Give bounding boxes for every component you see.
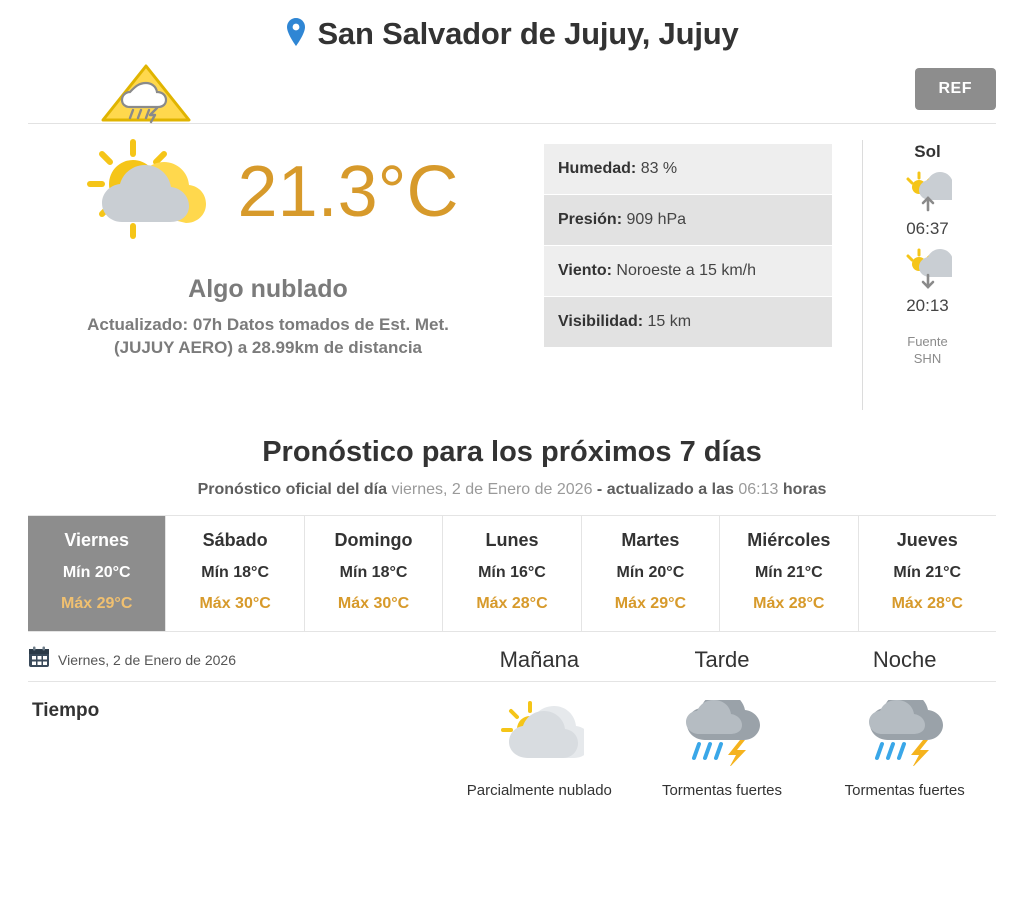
tiempo-text: Tormentas fuertes xyxy=(844,782,965,799)
day-max: Máx 29°C xyxy=(614,595,687,612)
detail-row xyxy=(544,144,832,195)
calendar-icon xyxy=(28,646,50,673)
sunrise-icon xyxy=(904,170,952,217)
sun-source-line2: SHN xyxy=(913,350,942,366)
forecast-subtitle xyxy=(0,481,1024,499)
sunset-block xyxy=(904,247,952,316)
period-header-afternoon: Tarde xyxy=(694,646,750,672)
day-min: Mín 16°C xyxy=(478,564,546,581)
thunderstorm-icon xyxy=(677,700,767,771)
day-min: Mín 20°C xyxy=(616,564,685,581)
tiempo-row xyxy=(28,682,996,801)
detail-value: 83 % xyxy=(640,160,678,177)
tiempo-cell-afternoon xyxy=(631,700,814,801)
detail-header xyxy=(28,632,996,682)
tiempo-cell-morning xyxy=(448,700,631,801)
detail-date-label: Viernes, 2 de Enero de 2026 xyxy=(58,651,236,668)
day-name: Sábado xyxy=(202,530,268,550)
day-min: Mín 20°C xyxy=(62,564,131,581)
detail-row xyxy=(544,297,832,348)
sunrise-time: 06:37 xyxy=(906,219,949,238)
current-updated-text: Actualizado: 07h Datos tomados de Est. Met. (JUJUY AERO) a 28.99km de distancia xyxy=(87,315,449,357)
day-name: Miércoles xyxy=(747,530,831,550)
day-max: Máx 30°C xyxy=(337,595,410,612)
day-name: Lunes xyxy=(485,530,539,550)
day-min: Mín 18°C xyxy=(201,564,269,581)
tiempo-row-label: Tiempo xyxy=(32,700,100,721)
detail-value: Noroeste a 15 km/h xyxy=(616,262,757,279)
day-min: Mín 18°C xyxy=(339,564,408,581)
alert-row xyxy=(28,60,996,124)
page-header xyxy=(0,0,1024,52)
detail-row xyxy=(544,246,832,297)
location-pin-icon xyxy=(285,17,307,52)
forecast-subtitle-date: viernes, 2 de Enero de 2026 xyxy=(391,481,593,498)
period-header-night: Noche xyxy=(872,646,937,672)
forecast-day-tab[interactable] xyxy=(28,516,166,631)
period-header-morning: Mañana xyxy=(499,646,580,672)
day-min: Mín 21°C xyxy=(893,564,962,581)
detail-label: Humedad: xyxy=(558,160,637,177)
sunset-time: 20:13 xyxy=(906,296,949,315)
tiempo-text: Tormentas fuertes xyxy=(661,782,783,799)
current-details-table xyxy=(544,144,832,348)
forecast-day-tab[interactable] xyxy=(582,516,720,631)
tiempo-cell-night xyxy=(813,700,996,801)
current-conditions xyxy=(0,124,1024,410)
day-min: Mín 21°C xyxy=(754,564,823,581)
day-name: Martes xyxy=(621,530,680,550)
sunset-icon xyxy=(904,247,952,294)
sun-panel xyxy=(862,140,992,410)
sun-behind-cloud-icon xyxy=(494,700,584,771)
detail-label: Presión: xyxy=(558,211,623,228)
forecast-day-tab[interactable] xyxy=(443,516,581,631)
current-condition: Algo nublado xyxy=(188,275,348,303)
detail-date xyxy=(28,646,448,673)
forecast-subtitle-prefix: Pronóstico oficial del día xyxy=(197,481,387,498)
thunderstorm-icon xyxy=(860,700,950,771)
forecast-day-tab[interactable] xyxy=(859,516,996,631)
sun-source-line1: Fuente xyxy=(907,334,948,349)
current-summary xyxy=(28,134,508,360)
detail-value: 15 km xyxy=(647,313,692,330)
day-max: Máx 30°C xyxy=(199,595,271,612)
day-max: Máx 28°C xyxy=(476,595,548,612)
forecast-day-tab[interactable] xyxy=(305,516,443,631)
current-temperature: 21.3°C xyxy=(237,151,459,232)
sun-behind-cloud-icon xyxy=(78,134,228,249)
day-name: Domingo xyxy=(334,530,413,550)
day-max: Máx 28°C xyxy=(891,595,963,612)
sun-source xyxy=(907,334,947,368)
page-title: San Salvador de Jujuy, Jujuy xyxy=(317,16,739,51)
forecast-subtitle-mid: - actualizado a las xyxy=(596,481,734,498)
ref-button[interactable]: REF xyxy=(915,68,997,110)
day-name: Jueves xyxy=(896,530,958,550)
detail-row xyxy=(544,195,832,246)
forecast-day-tab[interactable] xyxy=(720,516,858,631)
sunrise-block xyxy=(904,170,952,239)
day-max: Máx 28°C xyxy=(753,595,825,612)
forecast-subtitle-suffix: horas xyxy=(782,481,827,498)
sun-panel-title: Sol xyxy=(914,142,941,161)
detail-value: 909 hPa xyxy=(626,211,687,228)
detail-label: Viento: xyxy=(558,262,612,279)
forecast-title: Pronóstico para los próximos 7 días xyxy=(262,436,762,468)
day-name: Viernes xyxy=(64,530,130,550)
storm-warning-triangle-icon[interactable] xyxy=(100,62,192,129)
forecast-day-tab[interactable] xyxy=(166,516,304,631)
current-temp-row xyxy=(78,134,459,249)
day-max: Máx 29°C xyxy=(61,595,133,612)
detail-label: Visibilidad: xyxy=(558,313,644,330)
tiempo-text: Parcialmente nublado xyxy=(466,782,612,799)
forecast-days-strip xyxy=(28,515,996,632)
forecast-subtitle-time: 06:13 xyxy=(738,481,779,498)
